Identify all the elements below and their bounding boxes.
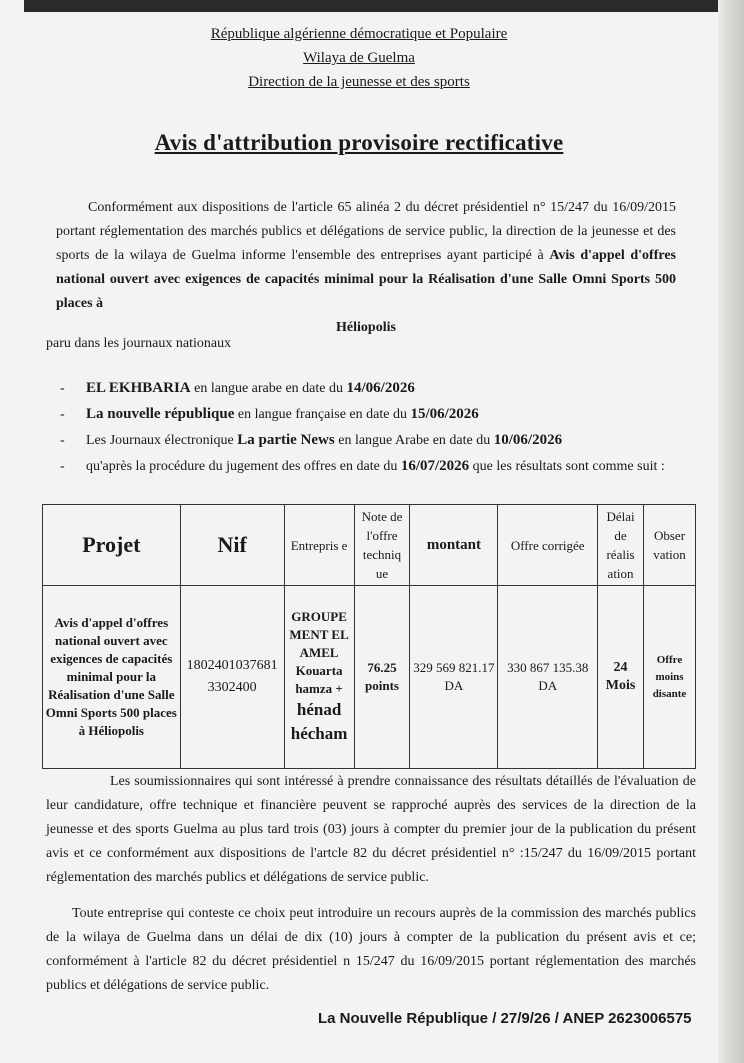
bullet-dash: -: [60, 433, 65, 448]
entreprise-name: GROUPE MENT EL AMEL Kouarta hamza +: [289, 609, 349, 696]
bullet-dash: -: [60, 459, 65, 474]
col-header-montant: montant: [410, 505, 498, 586]
montant-value: 329 569 821.17: [413, 660, 495, 675]
offre-currency: DA: [538, 678, 558, 693]
list-item: [60, 428, 700, 454]
note-unit: points: [365, 678, 399, 693]
cell-entreprise: [284, 586, 354, 769]
list-text: qu'après la procédure du jugement des offres en date du: [86, 459, 401, 474]
delai-value: 24: [613, 660, 628, 675]
letterhead: [0, 22, 718, 94]
col-header-nif: Nif: [180, 505, 284, 586]
list-text: que les résultats sont comme suit :: [469, 459, 665, 474]
nif-part-1: 1802401037681: [186, 658, 278, 673]
table-row: [43, 586, 696, 769]
entreprise-name-2: hénad hécham: [290, 700, 348, 743]
intro-paragraph: [56, 196, 676, 340]
list-text: Les Journaux électronique: [86, 433, 238, 448]
consultation-paragraph: Les soumissionnaires qui sont intéressé à prendre connaissance des résultats détaillés de l'évaluation de leur candidature, offre technique et financière peuvent se rapproché auprès des services de la direction de la jeunesse et des sports Guelma au plus tard trois (03) jours à compter du premier jour de la publication du présent avis et ce conformément aux dispositions de l'artcle 82 du décret présidentiel n° :15/247 du 16/09/2015 portant réglementation des marchés publics et délégations de service public.: [46, 774, 696, 885]
col-header-delai: Délai de réalis ation: [598, 505, 644, 586]
notice-title: Avis d'attribution provisoire rectificative: [154, 130, 564, 155]
newspaper-name: La nouvelle république: [86, 406, 235, 422]
table-header-row: [43, 505, 696, 586]
publication-date: 14/06/2026: [346, 380, 415, 396]
col-header-entreprise: Entrepris e: [284, 505, 354, 586]
nif-part-2: 3302400: [207, 680, 257, 695]
cell-projet: Avis d'appel d'offres national ouvert avec exigences de capacités minimal pour la Réalisation d'une Salle Omni Sports 500 places à Héliopolis: [43, 586, 181, 769]
header-wilaya: Wilaya de Guelma: [303, 50, 415, 66]
col-header-offre: Offre corrigée: [498, 505, 598, 586]
bullet-dash: -: [60, 407, 65, 422]
publication-date: 15/06/2026: [410, 406, 479, 422]
intro-bold-end: Héliopolis: [336, 320, 396, 335]
list-text: en langue arabe en date du: [190, 381, 347, 396]
cell-montant: [410, 586, 498, 769]
appeal-paragraph: Toute entreprise qui conteste ce choix peut introduire un recours auprès de la commission des marchés publics de la wilaya de Guelma dans un délai de dix (10) jours à compter de la publication du présent avis et ce; conformément à l'article 82 du décret présidentiel n 15/247 du 16/09/2015 portant réglementation des marchés publics et délégations de service public.: [46, 906, 696, 993]
newspaper-name: La partie News: [237, 432, 335, 448]
list-text: en langue Arabe en date du: [334, 433, 494, 448]
col-header-projet: Projet: [43, 505, 181, 586]
intro-text: Conformément aux dispositions de l'article 65 alinéa 2 du décret présidentiel n° 15/247 du 16/09/2015 portant réglementation des marchés publics et délégations de service public, la direction de la jeunesse et des sports de la wilaya de Guelma informe l'ensemble des entreprises ayant participé à: [56, 200, 676, 263]
newspaper-name: EL EKHBARIA: [86, 380, 191, 396]
judgement-date: 16/07/2026: [400, 458, 470, 474]
publication-footer: La Nouvelle République / 27/9/26 / ANEP 2623006575: [318, 1010, 692, 1027]
publication-date: 10/06/2026: [493, 432, 563, 448]
intro-bold: Avis d'appel d'offres national ouvert avec exigences de capacités minimal pour la Réalisation d'une Salle Omni Sports 500 places à: [56, 248, 676, 311]
note-value: 76.25: [367, 660, 397, 675]
list-item: [60, 376, 700, 402]
bullet-dash: -: [60, 381, 65, 396]
montant-currency: DA: [444, 678, 464, 693]
cell-delai: [598, 586, 644, 769]
list-text: en langue française en date du: [234, 407, 411, 422]
col-header-obs: Obser vation: [644, 505, 696, 586]
delai-unit: Mois: [605, 678, 636, 693]
list-item: [60, 454, 700, 480]
list-item: [60, 402, 700, 428]
cell-offre: [498, 586, 598, 769]
col-header-note: Note de l'offre techniq ue: [354, 505, 410, 586]
cell-nif: [180, 586, 284, 769]
header-country: République algérienne démocratique et Populaire: [210, 26, 508, 42]
results-table: [42, 504, 696, 769]
cell-note: [354, 586, 410, 769]
cell-observation: Offre moins disante: [644, 586, 696, 769]
published-in-label: paru dans les journaux nationaux: [46, 336, 232, 351]
page-edge-shadow: [718, 0, 744, 1063]
publications-list: [60, 376, 700, 480]
header-direction: Direction de la jeunesse et des sports: [248, 74, 470, 90]
offre-value: 330 867 135.38: [507, 660, 589, 675]
